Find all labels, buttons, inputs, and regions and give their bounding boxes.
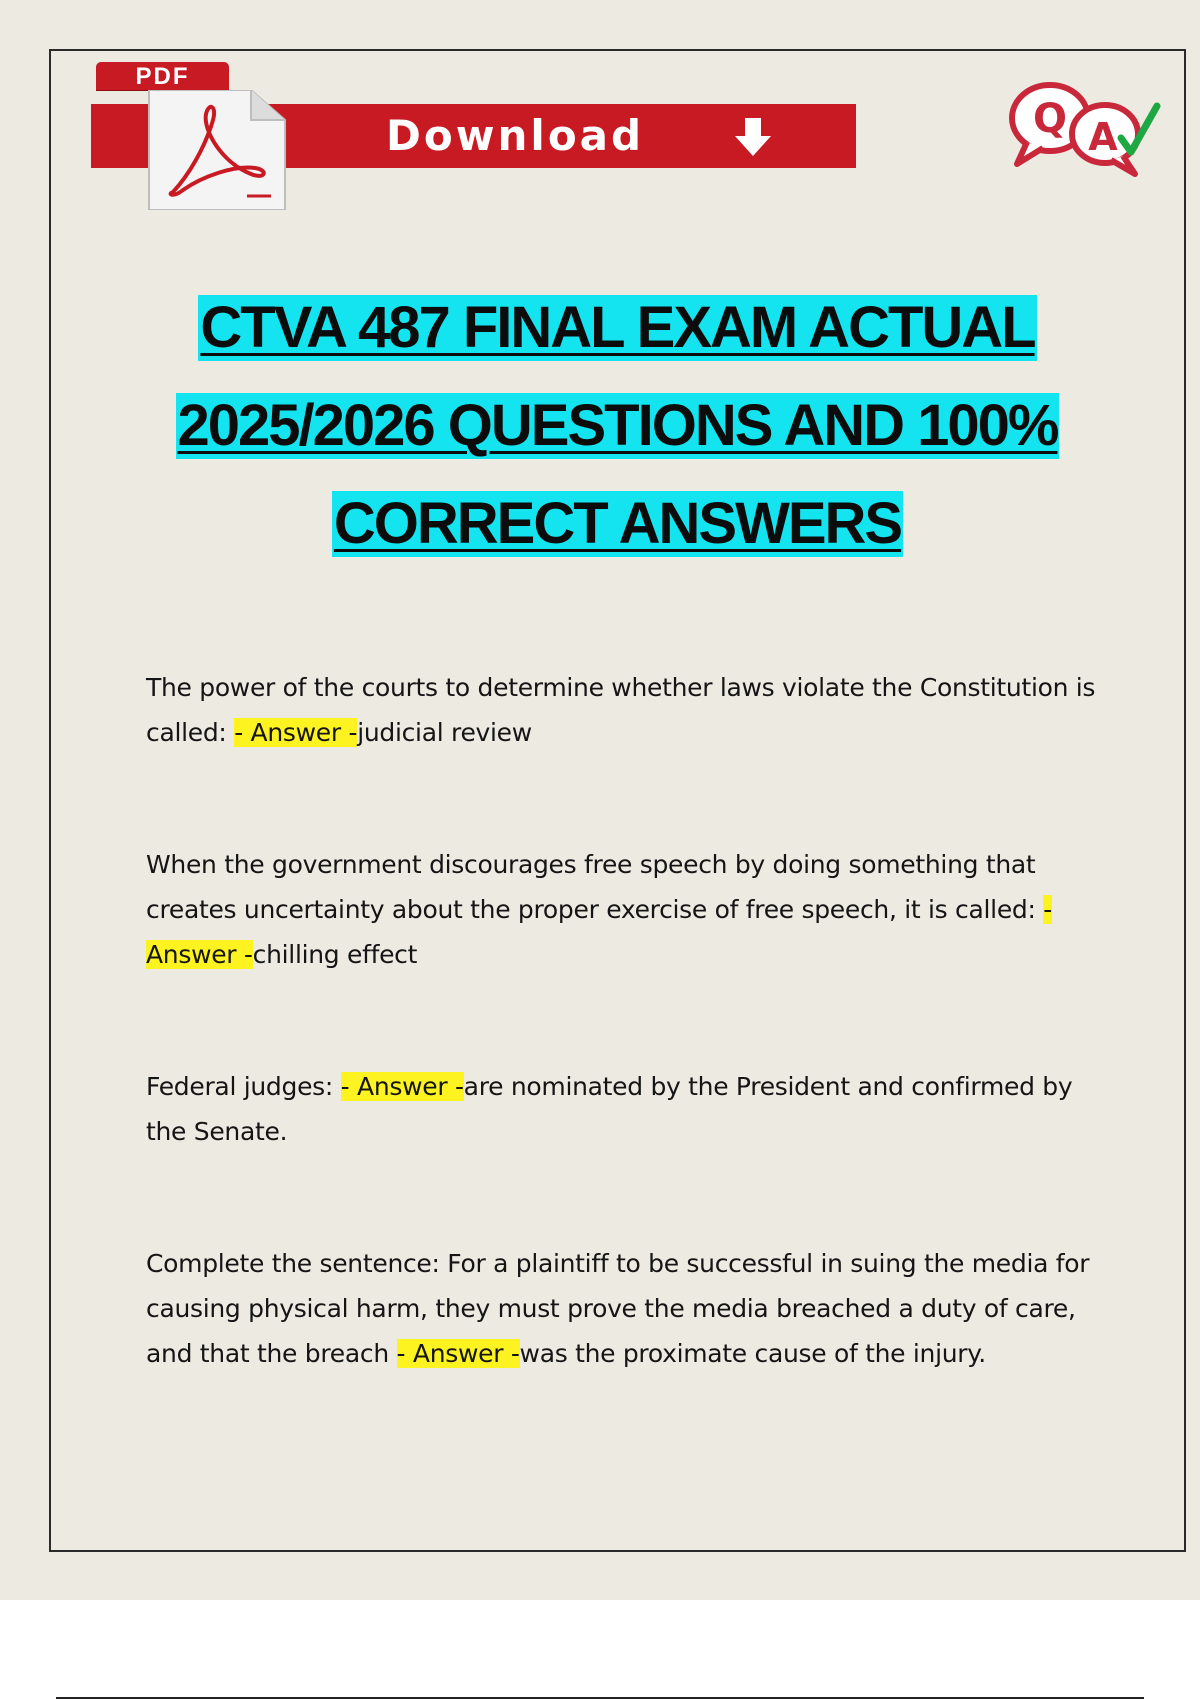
- download-arrow-icon: [731, 116, 775, 160]
- answer-marker: - Answer -: [340, 1072, 464, 1101]
- pdf-download-banner[interactable]: [91, 62, 861, 182]
- document-title: [60, 295, 1175, 589]
- question-text: When the government discourages free speech by doing something that creates uncertainty about the proper exercise of free speech, it is called:: [146, 850, 1036, 924]
- answer-text: are nominated by the President and confirmed by the Senate.: [146, 1072, 1073, 1146]
- qa-speech-bubble-logo: [1005, 78, 1175, 178]
- title-line: CTVA 487 FINAL EXAM ACTUAL: [200, 295, 1035, 360]
- answer-text: chilling effect: [252, 940, 418, 969]
- answer-marker: - Answer -: [396, 1339, 520, 1368]
- qa-item: [146, 1241, 1106, 1376]
- question-text: The power of the courts to determine whether laws violate the Constitution is called:: [146, 673, 1096, 747]
- answer-marker: - Answer -: [234, 718, 358, 747]
- answer-text: was the proximate cause of the injury.: [519, 1339, 986, 1368]
- question-text: Complete the sentence: For a plaintiff to be successful in suing the media for causing physical harm, they must prove the media breached a duty of care, and that the breach: [146, 1249, 1090, 1368]
- pdf-document-icon: [143, 90, 293, 210]
- qa-item: [146, 1064, 1106, 1154]
- title-line: 2025/2026 QUESTIONS AND 100%: [177, 393, 1058, 458]
- svg-text:Q: Q: [1032, 96, 1068, 142]
- qa-item: [146, 842, 1106, 977]
- question-text: Federal judges:: [146, 1072, 333, 1101]
- qa-item: [146, 665, 1106, 755]
- svg-text:A: A: [1088, 115, 1118, 159]
- download-label[interactable]: Download: [386, 111, 645, 160]
- answer-text: judicial review: [357, 718, 532, 747]
- question-list: [146, 665, 1106, 1463]
- answer-marker: - Answer -: [146, 895, 1052, 969]
- title-line: CORRECT ANSWERS: [333, 491, 902, 556]
- pdf-tag: PDF: [96, 62, 229, 90]
- page-divider: [56, 1697, 1144, 1699]
